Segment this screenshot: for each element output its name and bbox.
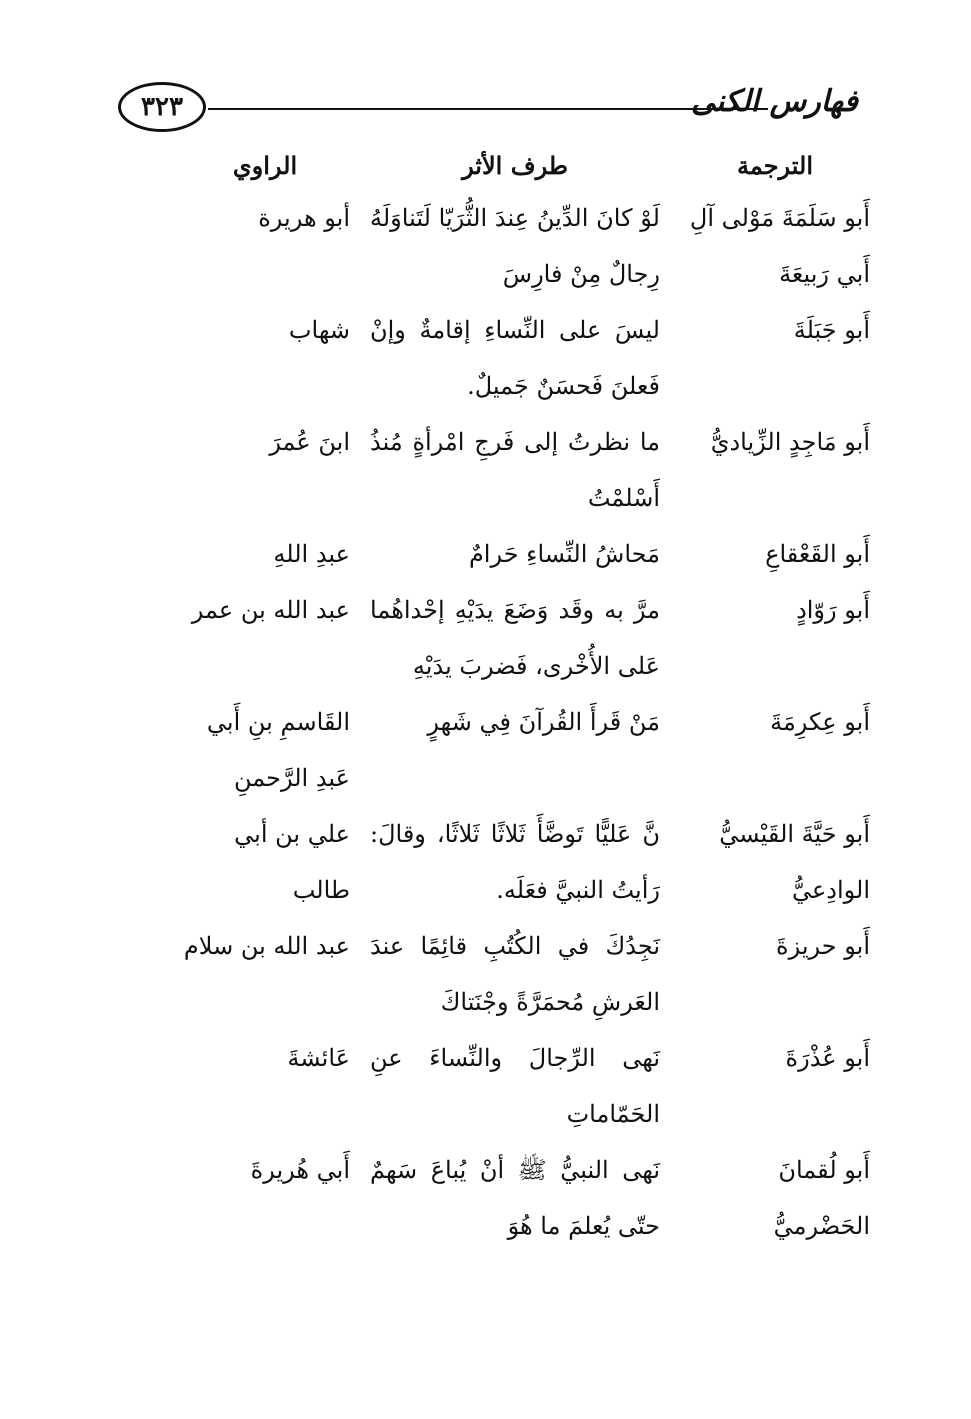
hadith-cell: نَجِدُكَ في الكُتُبِ قائِمًا عندَ العَرشِ مُحمَرَّةً وجْنَتاكَ: [370, 932, 660, 1016]
kunya-index-table: [180, 140, 870, 1254]
table-row: [180, 1030, 870, 1142]
page-number: ٣٢٣: [118, 82, 206, 132]
column-header-narrator: الترجمة: [736, 150, 814, 180]
table-row: [180, 806, 870, 918]
narrator-cell: أَبو عُذْرَةَ: [785, 1044, 870, 1072]
transmitter-cell: أَبي هُريرةَ: [250, 1156, 350, 1184]
hadith-cell: مرَّ به وقَد وَضَعَ يدَيْهِ إحْداهُما عَلى الأُخْرى، فَضربَ يدَيْهِ: [370, 596, 660, 680]
hadith-cell: مَحاشُ النِّساءِ حَرامٌ: [468, 540, 660, 568]
hadith-cell: ليسَ على النِّساءِ إقامةٌ وإنْ فَعلنَ فَحسَنٌ جَميلٌ.: [370, 316, 660, 400]
hadith-cell: نَّ عَليًّا تَوضَّأَ ثَلاثًا ثَلاثًا، وقالَ: رَأيتُ النبيَّ فعَلَه.: [370, 820, 660, 904]
table-row: [180, 190, 870, 302]
column-header-hadith: طرف الأثر: [462, 150, 568, 180]
hadith-cell: نَهى النبيُّ ﷺ أنْ يُباعَ سَهمٌ حتّى يُعلمَ ما هُوَ: [370, 1156, 660, 1240]
transmitter-cell: عبد الله بن عمر: [191, 596, 350, 624]
narrator-cell: أَبو حريزةَ: [776, 932, 870, 960]
hadith-cell: نَهى الرِّجالَ والنِّساءَ عنِ الحَمّاماتِ: [370, 1044, 660, 1128]
running-title: فهارس الكنى: [691, 84, 858, 119]
header-rule: [208, 108, 768, 110]
transmitter-cell: عبدِ اللهِ: [273, 540, 350, 568]
table-row: [180, 582, 870, 694]
transmitter-cell: القَاسمِ بنِ أَبي عَبدِ الرَّحمنِ: [206, 708, 350, 792]
narrator-cell: أَبو مَاجِدٍ الزِّياديُّ: [710, 428, 870, 456]
hadith-cell: مَنْ قَرأَ القُرآنَ فِي شَهرٍ: [427, 708, 660, 736]
narrator-cell: أَبو سَلَمَةَ مَوْلى آلِ أَبي رَبيعَةَ: [689, 204, 870, 288]
column-header-transmitter: الراوي: [232, 150, 298, 180]
narrator-cell: أَبو جَبَلَةَ: [793, 316, 870, 344]
transmitter-cell: عَائشةَ: [287, 1044, 350, 1072]
column-headers: [180, 140, 870, 190]
page-header: [118, 82, 858, 138]
transmitter-cell: علي بن أبي طالب: [234, 820, 350, 904]
table-row: [180, 918, 870, 1030]
narrator-cell: أَبو القَعْقاعِ: [765, 540, 870, 568]
narrator-cell: أَبو عِكرِمَةَ: [770, 708, 870, 736]
narrator-cell: أَبو حَيَّةَ القَيْسيُّ الوادِعيُّ: [719, 820, 870, 904]
transmitter-cell: عبد الله بن سلام: [183, 932, 350, 960]
transmitter-cell: شهاب: [288, 316, 350, 344]
narrator-cell: أَبو لُقمانَ الحَضْرميُّ: [773, 1156, 870, 1240]
hadith-cell: ما نظرتُ إلى فَرجِ امْرأةٍ مُنذُ أَسْلمْتُ: [370, 428, 660, 512]
transmitter-cell: أبو هريرة: [258, 204, 350, 232]
narrator-cell: أَبو رَوّادٍ: [796, 596, 870, 624]
table-row: [180, 694, 870, 806]
table-row: [180, 526, 870, 582]
table-row: [180, 414, 870, 526]
table-row: [180, 302, 870, 414]
hadith-cell: لَوْ كانَ الدِّينُ عِندَ الثُّرَيّا لَتَناوَلَهُ رِجالٌ مِنْ فارِسَ: [370, 204, 660, 288]
table-row: [180, 1142, 870, 1254]
transmitter-cell: ابنَ عُمرَ: [269, 428, 350, 456]
